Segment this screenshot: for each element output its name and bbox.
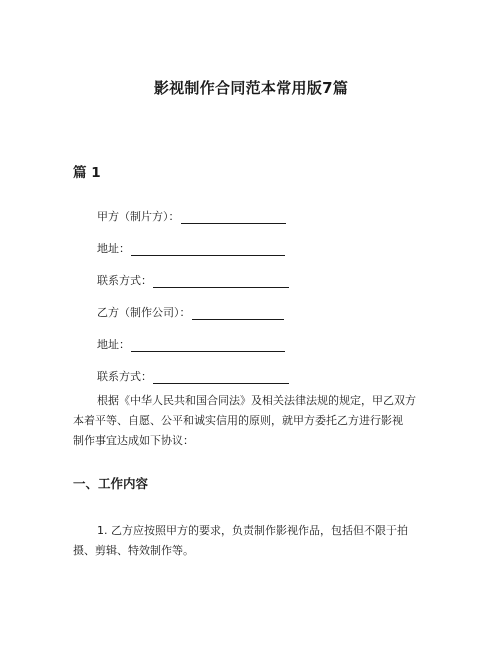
party-a-field: [97, 208, 286, 224]
party-b-address-label: 地址：: [97, 338, 130, 351]
party-a-blank: [181, 212, 286, 224]
party-b-contact-field: [97, 368, 289, 384]
preamble-line: 本着平等、自愿、公平和诚实信用的原则，就甲方委托乙方进行影视: [73, 414, 403, 427]
clause-line: 摄、剪辑、特效制作等。: [73, 544, 194, 557]
party-b-label: 乙方（制作公司）：: [97, 306, 191, 319]
party-b-field: [97, 304, 284, 320]
clause-heading: 一、工作内容: [73, 476, 149, 491]
party-b-address-blank: [131, 340, 285, 352]
preamble-line: 制作事宜达成如下协议：: [73, 434, 194, 447]
party-a-contact-field: [97, 272, 289, 288]
preamble-line: 根据《中华人民共和国合同法》及相关法律法规的规定，甲乙双方: [97, 394, 416, 407]
clause-line: 1. 乙方应按照甲方的要求，负责制作影视作品，包括但不限于拍: [97, 524, 408, 537]
party-a-address-field: [97, 240, 285, 256]
party-a-address-blank: [131, 244, 285, 256]
party-b-contact-blank: [153, 372, 289, 384]
section-title: 篇 1: [73, 165, 101, 181]
party-b-address-field: [97, 336, 285, 352]
clause-paragraph: [73, 521, 433, 561]
party-a-address-label: 地址：: [97, 242, 130, 255]
party-b-blank: [192, 308, 284, 320]
party-a-contact-blank: [153, 276, 289, 288]
document-title: 影视制作合同范本常用版7篇: [153, 79, 349, 97]
party-a-contact-label: 联系方式：: [97, 274, 152, 287]
party-a-label: 甲方（制片方）：: [97, 210, 180, 223]
preamble-paragraph: [73, 391, 433, 451]
party-b-contact-label: 联系方式：: [97, 370, 152, 383]
